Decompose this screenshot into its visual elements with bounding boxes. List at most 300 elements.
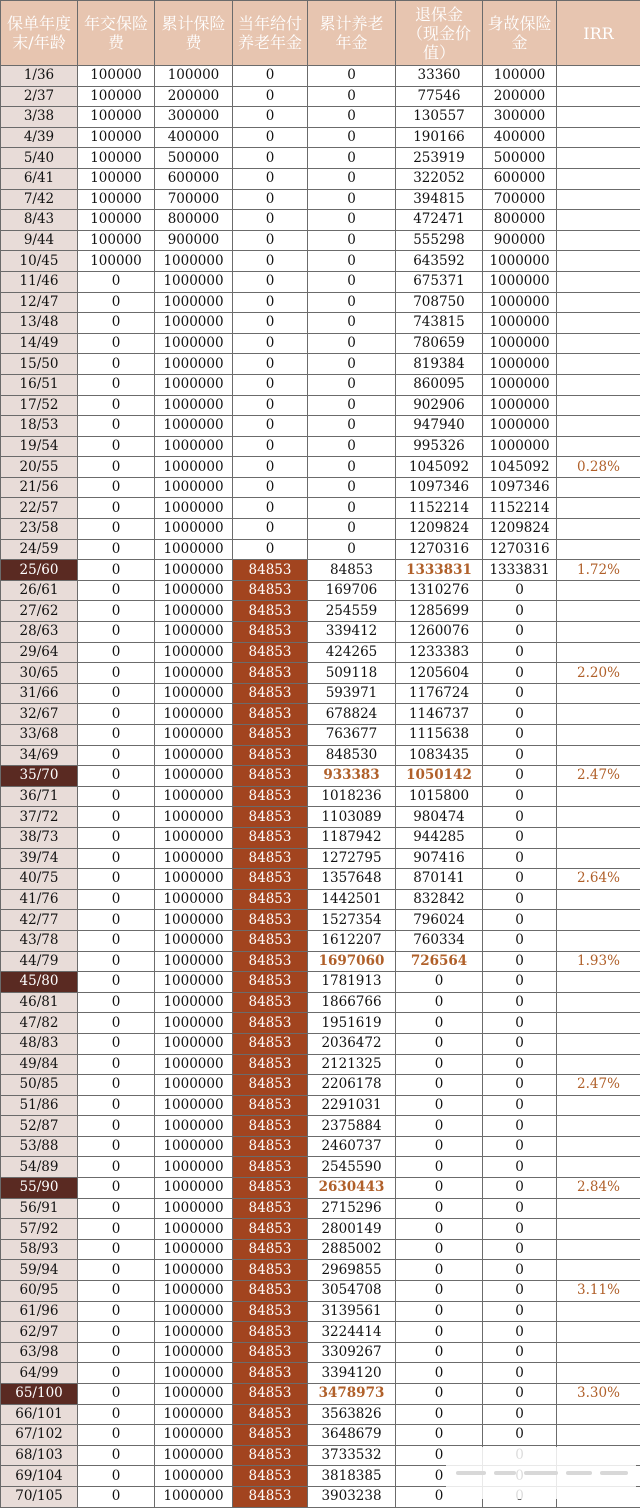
cell-policy-year-age: 22/57	[1, 498, 78, 519]
cell-annual-premium: 0	[78, 1136, 155, 1157]
table-row	[1, 436, 640, 457]
table-row	[1, 1342, 640, 1363]
header-policy-year-age	[1, 1, 78, 66]
cell-cumulative-premium: 1000000	[155, 1157, 233, 1178]
cell-irr	[557, 642, 640, 663]
table-row	[1, 889, 640, 910]
table-row	[1, 416, 640, 437]
cell-annual-premium: 0	[78, 1486, 155, 1507]
cell-cumulative-premium: 1000000	[155, 663, 233, 684]
cell-death-benefit: 500000	[483, 148, 557, 169]
table-row	[1, 210, 640, 231]
cell-annual-annuity: 84853	[233, 1281, 308, 1302]
cell-policy-year-age: 36/71	[1, 786, 78, 807]
cell-surrender-value: 1209824	[396, 519, 483, 540]
cell-policy-year-age: 2/37	[1, 86, 78, 107]
cell-irr	[557, 622, 640, 643]
cell-annual-annuity: 84853	[233, 1157, 308, 1178]
cell-death-benefit: 1270316	[483, 539, 557, 560]
cell-surrender-value: 995326	[396, 436, 483, 457]
header-annual-annuity-label: 当年给付养老年金	[235, 14, 305, 52]
cell-cumulative-premium: 1000000	[155, 395, 233, 416]
cell-surrender-value: 253919	[396, 148, 483, 169]
cell-surrender-value: 0	[396, 1095, 483, 1116]
cell-cumulative-premium: 1000000	[155, 1239, 233, 1260]
cell-surrender-value: 643592	[396, 251, 483, 272]
cell-cumulative-premium: 1000000	[155, 1466, 233, 1487]
cell-surrender-value: 1015800	[396, 786, 483, 807]
table-row	[1, 1136, 640, 1157]
cell-policy-year-age: 29/64	[1, 642, 78, 663]
cell-cumulative-premium: 1000000	[155, 1281, 233, 1302]
cell-surrender-value: 0	[396, 1178, 483, 1199]
cell-death-benefit: 300000	[483, 107, 557, 128]
cell-policy-year-age: 52/87	[1, 1116, 78, 1137]
cell-surrender-value: 33360	[396, 66, 483, 87]
table-row	[1, 1363, 640, 1384]
cell-cumulative-annuity: 3563826	[308, 1404, 396, 1425]
cell-irr	[557, 1054, 640, 1075]
cell-surrender-value: 860095	[396, 374, 483, 395]
table-row	[1, 1054, 640, 1075]
cell-surrender-value: 947940	[396, 416, 483, 437]
cell-annual-premium: 0	[78, 1342, 155, 1363]
table-row	[1, 374, 640, 395]
cell-surrender-value: 0	[396, 1363, 483, 1384]
cell-cumulative-annuity: 3648679	[308, 1425, 396, 1446]
cell-cumulative-premium: 1000000	[155, 766, 233, 787]
cell-surrender-value: 0	[396, 1054, 483, 1075]
cell-cumulative-premium: 900000	[155, 230, 233, 251]
cell-surrender-value: 0	[396, 1157, 483, 1178]
cell-policy-year-age: 65/100	[1, 1384, 78, 1405]
cell-annual-premium: 0	[78, 1322, 155, 1343]
cell-death-benefit: 1333831	[483, 560, 557, 581]
header-cumulative-premium	[155, 1, 233, 66]
cell-surrender-value: 322052	[396, 168, 483, 189]
cell-irr: 1.72%	[557, 560, 640, 581]
cell-annual-annuity: 84853	[233, 1033, 308, 1054]
cell-irr	[557, 251, 640, 272]
cell-policy-year-age: 68/103	[1, 1445, 78, 1466]
table-row	[1, 766, 640, 787]
cell-death-benefit: 700000	[483, 189, 557, 210]
cell-irr	[557, 539, 640, 560]
cell-cumulative-annuity: 0	[308, 354, 396, 375]
table-row	[1, 354, 640, 375]
cell-policy-year-age: 53/88	[1, 1136, 78, 1157]
table-row	[1, 1013, 640, 1034]
cell-annual-premium: 0	[78, 1425, 155, 1446]
cell-annual-premium: 0	[78, 477, 155, 498]
cell-death-benefit: 0	[483, 663, 557, 684]
cell-annual-annuity: 84853	[233, 889, 308, 910]
cell-death-benefit: 1000000	[483, 354, 557, 375]
cell-policy-year-age: 55/90	[1, 1178, 78, 1199]
cell-surrender-value: 0	[396, 1342, 483, 1363]
cell-death-benefit: 0	[483, 1095, 557, 1116]
cell-surrender-value: 760334	[396, 930, 483, 951]
cell-death-benefit: 100000	[483, 66, 557, 87]
cell-annual-premium: 0	[78, 869, 155, 890]
cell-death-benefit: 1000000	[483, 374, 557, 395]
cell-annual-annuity: 0	[233, 498, 308, 519]
table-row	[1, 910, 640, 931]
header-row	[1, 1, 640, 66]
cell-annual-annuity: 84853	[233, 1301, 308, 1322]
cell-irr	[557, 1198, 640, 1219]
cell-cumulative-annuity: 933383	[308, 766, 396, 787]
header-surrender-value	[396, 1, 483, 66]
cell-surrender-value: 1310276	[396, 580, 483, 601]
header-cumulative-premium-label: 累计保险费	[159, 14, 229, 52]
cell-surrender-value: 907416	[396, 848, 483, 869]
cell-policy-year-age: 15/50	[1, 354, 78, 375]
table-row	[1, 1425, 640, 1446]
table-row	[1, 189, 640, 210]
table-row	[1, 1116, 640, 1137]
cell-cumulative-annuity: 0	[308, 333, 396, 354]
cell-annual-annuity: 84853	[233, 560, 308, 581]
cell-policy-year-age: 10/45	[1, 251, 78, 272]
cell-annual-annuity: 0	[233, 477, 308, 498]
table-row	[1, 1404, 640, 1425]
cell-death-benefit: 1000000	[483, 333, 557, 354]
cell-cumulative-premium: 1000000	[155, 848, 233, 869]
cell-surrender-value: 1260076	[396, 622, 483, 643]
cell-death-benefit: 0	[483, 1384, 557, 1405]
table-row	[1, 498, 640, 519]
cell-surrender-value: 1152214	[396, 498, 483, 519]
cell-surrender-value: 0	[396, 992, 483, 1013]
cell-death-benefit: 1000000	[483, 251, 557, 272]
cell-policy-year-age: 62/97	[1, 1322, 78, 1343]
cell-cumulative-premium: 1000000	[155, 354, 233, 375]
table-row	[1, 786, 640, 807]
cell-policy-year-age: 9/44	[1, 230, 78, 251]
cell-annual-annuity: 0	[233, 354, 308, 375]
cell-annual-annuity: 0	[233, 210, 308, 231]
cell-irr	[557, 580, 640, 601]
cell-surrender-value: 743815	[396, 313, 483, 334]
cell-cumulative-annuity: 0	[308, 374, 396, 395]
cell-policy-year-age: 38/73	[1, 827, 78, 848]
cell-annual-premium: 0	[78, 436, 155, 457]
cell-irr	[557, 910, 640, 931]
cell-annual-premium: 0	[78, 292, 155, 313]
cell-annual-annuity: 84853	[233, 1095, 308, 1116]
cell-annual-annuity: 84853	[233, 704, 308, 725]
cell-annual-premium: 0	[78, 642, 155, 663]
table-row	[1, 539, 640, 560]
cell-surrender-value: 1285699	[396, 601, 483, 622]
cell-death-benefit: 1045092	[483, 457, 557, 478]
table-row	[1, 127, 640, 148]
cell-death-benefit: 0	[483, 1404, 557, 1425]
cell-cumulative-premium: 500000	[155, 148, 233, 169]
cell-cumulative-premium: 1000000	[155, 972, 233, 993]
cell-death-benefit: 1209824	[483, 519, 557, 540]
table-row	[1, 168, 640, 189]
cell-cumulative-annuity: 1697060	[308, 951, 396, 972]
cell-cumulative-premium: 1000000	[155, 580, 233, 601]
cell-cumulative-annuity: 2545590	[308, 1157, 396, 1178]
cell-cumulative-premium: 1000000	[155, 498, 233, 519]
cell-annual-premium: 0	[78, 271, 155, 292]
cell-annual-premium: 0	[78, 807, 155, 828]
cell-irr	[557, 271, 640, 292]
cell-cumulative-annuity: 1951619	[308, 1013, 396, 1034]
cell-surrender-value: 0	[396, 1075, 483, 1096]
table-row	[1, 230, 640, 251]
cell-irr	[557, 498, 640, 519]
table-row	[1, 1157, 640, 1178]
cell-death-benefit: 1000000	[483, 416, 557, 437]
cell-irr	[557, 436, 640, 457]
cell-cumulative-annuity: 169706	[308, 580, 396, 601]
cell-cumulative-annuity: 0	[308, 457, 396, 478]
cell-policy-year-age: 59/94	[1, 1260, 78, 1281]
cell-cumulative-premium: 1000000	[155, 271, 233, 292]
cell-annual-premium: 0	[78, 498, 155, 519]
cell-death-benefit: 0	[483, 1219, 557, 1240]
cell-cumulative-annuity: 1527354	[308, 910, 396, 931]
cell-annual-premium: 0	[78, 910, 155, 931]
cell-cumulative-annuity: 0	[308, 436, 396, 457]
cell-policy-year-age: 16/51	[1, 374, 78, 395]
cell-cumulative-annuity: 84853	[308, 560, 396, 581]
cell-death-benefit: 0	[483, 1178, 557, 1199]
cell-annual-premium: 0	[78, 1178, 155, 1199]
cell-death-benefit: 0	[483, 1363, 557, 1384]
cell-policy-year-age: 45/80	[1, 972, 78, 993]
cell-annual-premium: 0	[78, 1219, 155, 1240]
cell-surrender-value: 1176724	[396, 683, 483, 704]
cell-annual-annuity: 84853	[233, 807, 308, 828]
cell-policy-year-age: 24/59	[1, 539, 78, 560]
cell-annual-premium: 0	[78, 601, 155, 622]
cell-irr	[557, 395, 640, 416]
cell-surrender-value: 555298	[396, 230, 483, 251]
cell-cumulative-annuity: 509118	[308, 663, 396, 684]
table-row	[1, 251, 640, 272]
cell-annual-premium: 0	[78, 951, 155, 972]
cell-policy-year-age: 43/78	[1, 930, 78, 951]
cell-cumulative-premium: 1000000	[155, 1095, 233, 1116]
cell-annual-premium: 0	[78, 889, 155, 910]
cell-cumulative-annuity: 2375884	[308, 1116, 396, 1137]
cell-surrender-value: 980474	[396, 807, 483, 828]
table-row	[1, 333, 640, 354]
cell-annual-annuity: 84853	[233, 930, 308, 951]
cell-irr	[557, 416, 640, 437]
cell-annual-annuity: 84853	[233, 1219, 308, 1240]
cell-annual-annuity: 0	[233, 292, 308, 313]
cell-cumulative-premium: 400000	[155, 127, 233, 148]
cell-policy-year-age: 67/102	[1, 1425, 78, 1446]
header-irr	[557, 1, 640, 66]
cell-policy-year-age: 63/98	[1, 1342, 78, 1363]
cell-annual-premium: 0	[78, 374, 155, 395]
cell-cumulative-annuity: 0	[308, 189, 396, 210]
cell-death-benefit: 0	[483, 1425, 557, 1446]
cell-surrender-value: 1045092	[396, 457, 483, 478]
table-row	[1, 457, 640, 478]
cell-annual-annuity: 84853	[233, 1404, 308, 1425]
cell-annual-annuity: 84853	[233, 1466, 308, 1487]
cell-cumulative-premium: 1000000	[155, 1075, 233, 1096]
cell-irr	[557, 601, 640, 622]
cell-annual-annuity: 0	[233, 313, 308, 334]
cell-cumulative-annuity: 1612207	[308, 930, 396, 951]
cell-annual-annuity: 84853	[233, 1260, 308, 1281]
table-row	[1, 1198, 640, 1219]
table-row	[1, 1095, 640, 1116]
cell-irr	[557, 333, 640, 354]
header-annual-premium-label: 年交保险费	[81, 14, 151, 52]
cell-annual-premium: 0	[78, 930, 155, 951]
cell-annual-annuity: 84853	[233, 910, 308, 931]
cell-irr	[557, 1425, 640, 1446]
cell-death-benefit: 1000000	[483, 395, 557, 416]
cell-cumulative-annuity: 0	[308, 498, 396, 519]
cell-annual-premium: 0	[78, 1404, 155, 1425]
table-row	[1, 395, 640, 416]
cell-cumulative-premium: 1000000	[155, 951, 233, 972]
cell-cumulative-annuity: 0	[308, 395, 396, 416]
cell-cumulative-premium: 700000	[155, 189, 233, 210]
cell-cumulative-annuity: 254559	[308, 601, 396, 622]
cell-death-benefit: 0	[483, 1075, 557, 1096]
cell-surrender-value: 1083435	[396, 745, 483, 766]
cell-cumulative-annuity: 424265	[308, 642, 396, 663]
cell-death-benefit: 400000	[483, 127, 557, 148]
cell-surrender-value: 819384	[396, 354, 483, 375]
cell-annual-annuity: 84853	[233, 580, 308, 601]
cell-policy-year-age: 50/85	[1, 1075, 78, 1096]
cell-surrender-value: 1233383	[396, 642, 483, 663]
cell-policy-year-age: 56/91	[1, 1198, 78, 1219]
cell-cumulative-annuity: 2630443	[308, 1178, 396, 1199]
cell-annual-premium: 100000	[78, 148, 155, 169]
table-row	[1, 642, 640, 663]
table-row	[1, 86, 640, 107]
table-row	[1, 704, 640, 725]
cell-annual-premium: 0	[78, 519, 155, 540]
cell-annual-premium: 100000	[78, 127, 155, 148]
table-row	[1, 725, 640, 746]
table-row	[1, 869, 640, 890]
cell-policy-year-age: 20/55	[1, 457, 78, 478]
cell-irr	[557, 374, 640, 395]
table-row	[1, 745, 640, 766]
cell-cumulative-premium: 800000	[155, 210, 233, 231]
cell-annual-premium: 0	[78, 1445, 155, 1466]
cell-irr	[557, 1157, 640, 1178]
cell-death-benefit: 1097346	[483, 477, 557, 498]
cell-cumulative-annuity: 0	[308, 416, 396, 437]
cell-irr	[557, 807, 640, 828]
cell-death-benefit: 0	[483, 786, 557, 807]
cell-death-benefit: 900000	[483, 230, 557, 251]
cell-cumulative-annuity: 0	[308, 127, 396, 148]
cell-cumulative-annuity: 2800149	[308, 1219, 396, 1240]
cell-annual-premium: 0	[78, 539, 155, 560]
cell-annual-annuity: 84853	[233, 725, 308, 746]
cell-annual-premium: 0	[78, 1260, 155, 1281]
cell-death-benefit: 0	[483, 622, 557, 643]
cell-irr	[557, 1095, 640, 1116]
cell-annual-annuity: 84853	[233, 1363, 308, 1384]
cell-death-benefit: 0	[483, 972, 557, 993]
cell-death-benefit: 0	[483, 1260, 557, 1281]
cell-cumulative-annuity: 2036472	[308, 1033, 396, 1054]
cell-annual-premium: 0	[78, 395, 155, 416]
cell-cumulative-annuity: 3139561	[308, 1301, 396, 1322]
cell-surrender-value: 1205604	[396, 663, 483, 684]
cell-cumulative-premium: 1000000	[155, 457, 233, 478]
cell-cumulative-premium: 1000000	[155, 477, 233, 498]
cell-cumulative-premium: 1000000	[155, 251, 233, 272]
cell-cumulative-premium: 1000000	[155, 1486, 233, 1507]
cell-death-benefit: 1000000	[483, 313, 557, 334]
cell-cumulative-annuity: 0	[308, 210, 396, 231]
table-row	[1, 313, 640, 334]
cell-policy-year-age: 30/65	[1, 663, 78, 684]
cell-surrender-value: 0	[396, 1384, 483, 1405]
cell-annual-premium: 0	[78, 1281, 155, 1302]
cell-cumulative-annuity: 0	[308, 107, 396, 128]
cell-irr	[557, 107, 640, 128]
cell-policy-year-age: 46/81	[1, 992, 78, 1013]
cell-annual-premium: 0	[78, 683, 155, 704]
cell-annual-premium: 0	[78, 622, 155, 643]
cell-policy-year-age: 1/36	[1, 66, 78, 87]
cell-cumulative-premium: 1000000	[155, 807, 233, 828]
cell-irr	[557, 848, 640, 869]
cell-surrender-value: 190166	[396, 127, 483, 148]
cell-annual-annuity: 84853	[233, 827, 308, 848]
cell-surrender-value: 708750	[396, 292, 483, 313]
cell-cumulative-premium: 1000000	[155, 704, 233, 725]
cell-cumulative-premium: 1000000	[155, 333, 233, 354]
cell-surrender-value: 1115638	[396, 725, 483, 746]
cell-annual-premium: 0	[78, 848, 155, 869]
cell-death-benefit: 0	[483, 1342, 557, 1363]
cell-cumulative-premium: 600000	[155, 168, 233, 189]
cell-cumulative-annuity: 3818385	[308, 1466, 396, 1487]
cell-annual-premium: 0	[78, 745, 155, 766]
cell-irr	[557, 1342, 640, 1363]
cell-surrender-value: 0	[396, 1260, 483, 1281]
header-cumulative-annuity	[308, 1, 396, 66]
cell-death-benefit: 1000000	[483, 436, 557, 457]
cell-cumulative-annuity: 3733532	[308, 1445, 396, 1466]
cell-annual-annuity: 84853	[233, 663, 308, 684]
cell-death-benefit: 0	[483, 910, 557, 931]
cell-policy-year-age: 8/43	[1, 210, 78, 231]
cell-irr	[557, 66, 640, 87]
cell-irr	[557, 1033, 640, 1054]
cell-policy-year-age: 47/82	[1, 1013, 78, 1034]
cell-annual-annuity: 0	[233, 436, 308, 457]
cell-policy-year-age: 25/60	[1, 560, 78, 581]
table-row	[1, 601, 640, 622]
cell-surrender-value: 0	[396, 1301, 483, 1322]
cell-surrender-value: 0	[396, 1239, 483, 1260]
table-row	[1, 1239, 640, 1260]
cell-surrender-value: 0	[396, 1033, 483, 1054]
